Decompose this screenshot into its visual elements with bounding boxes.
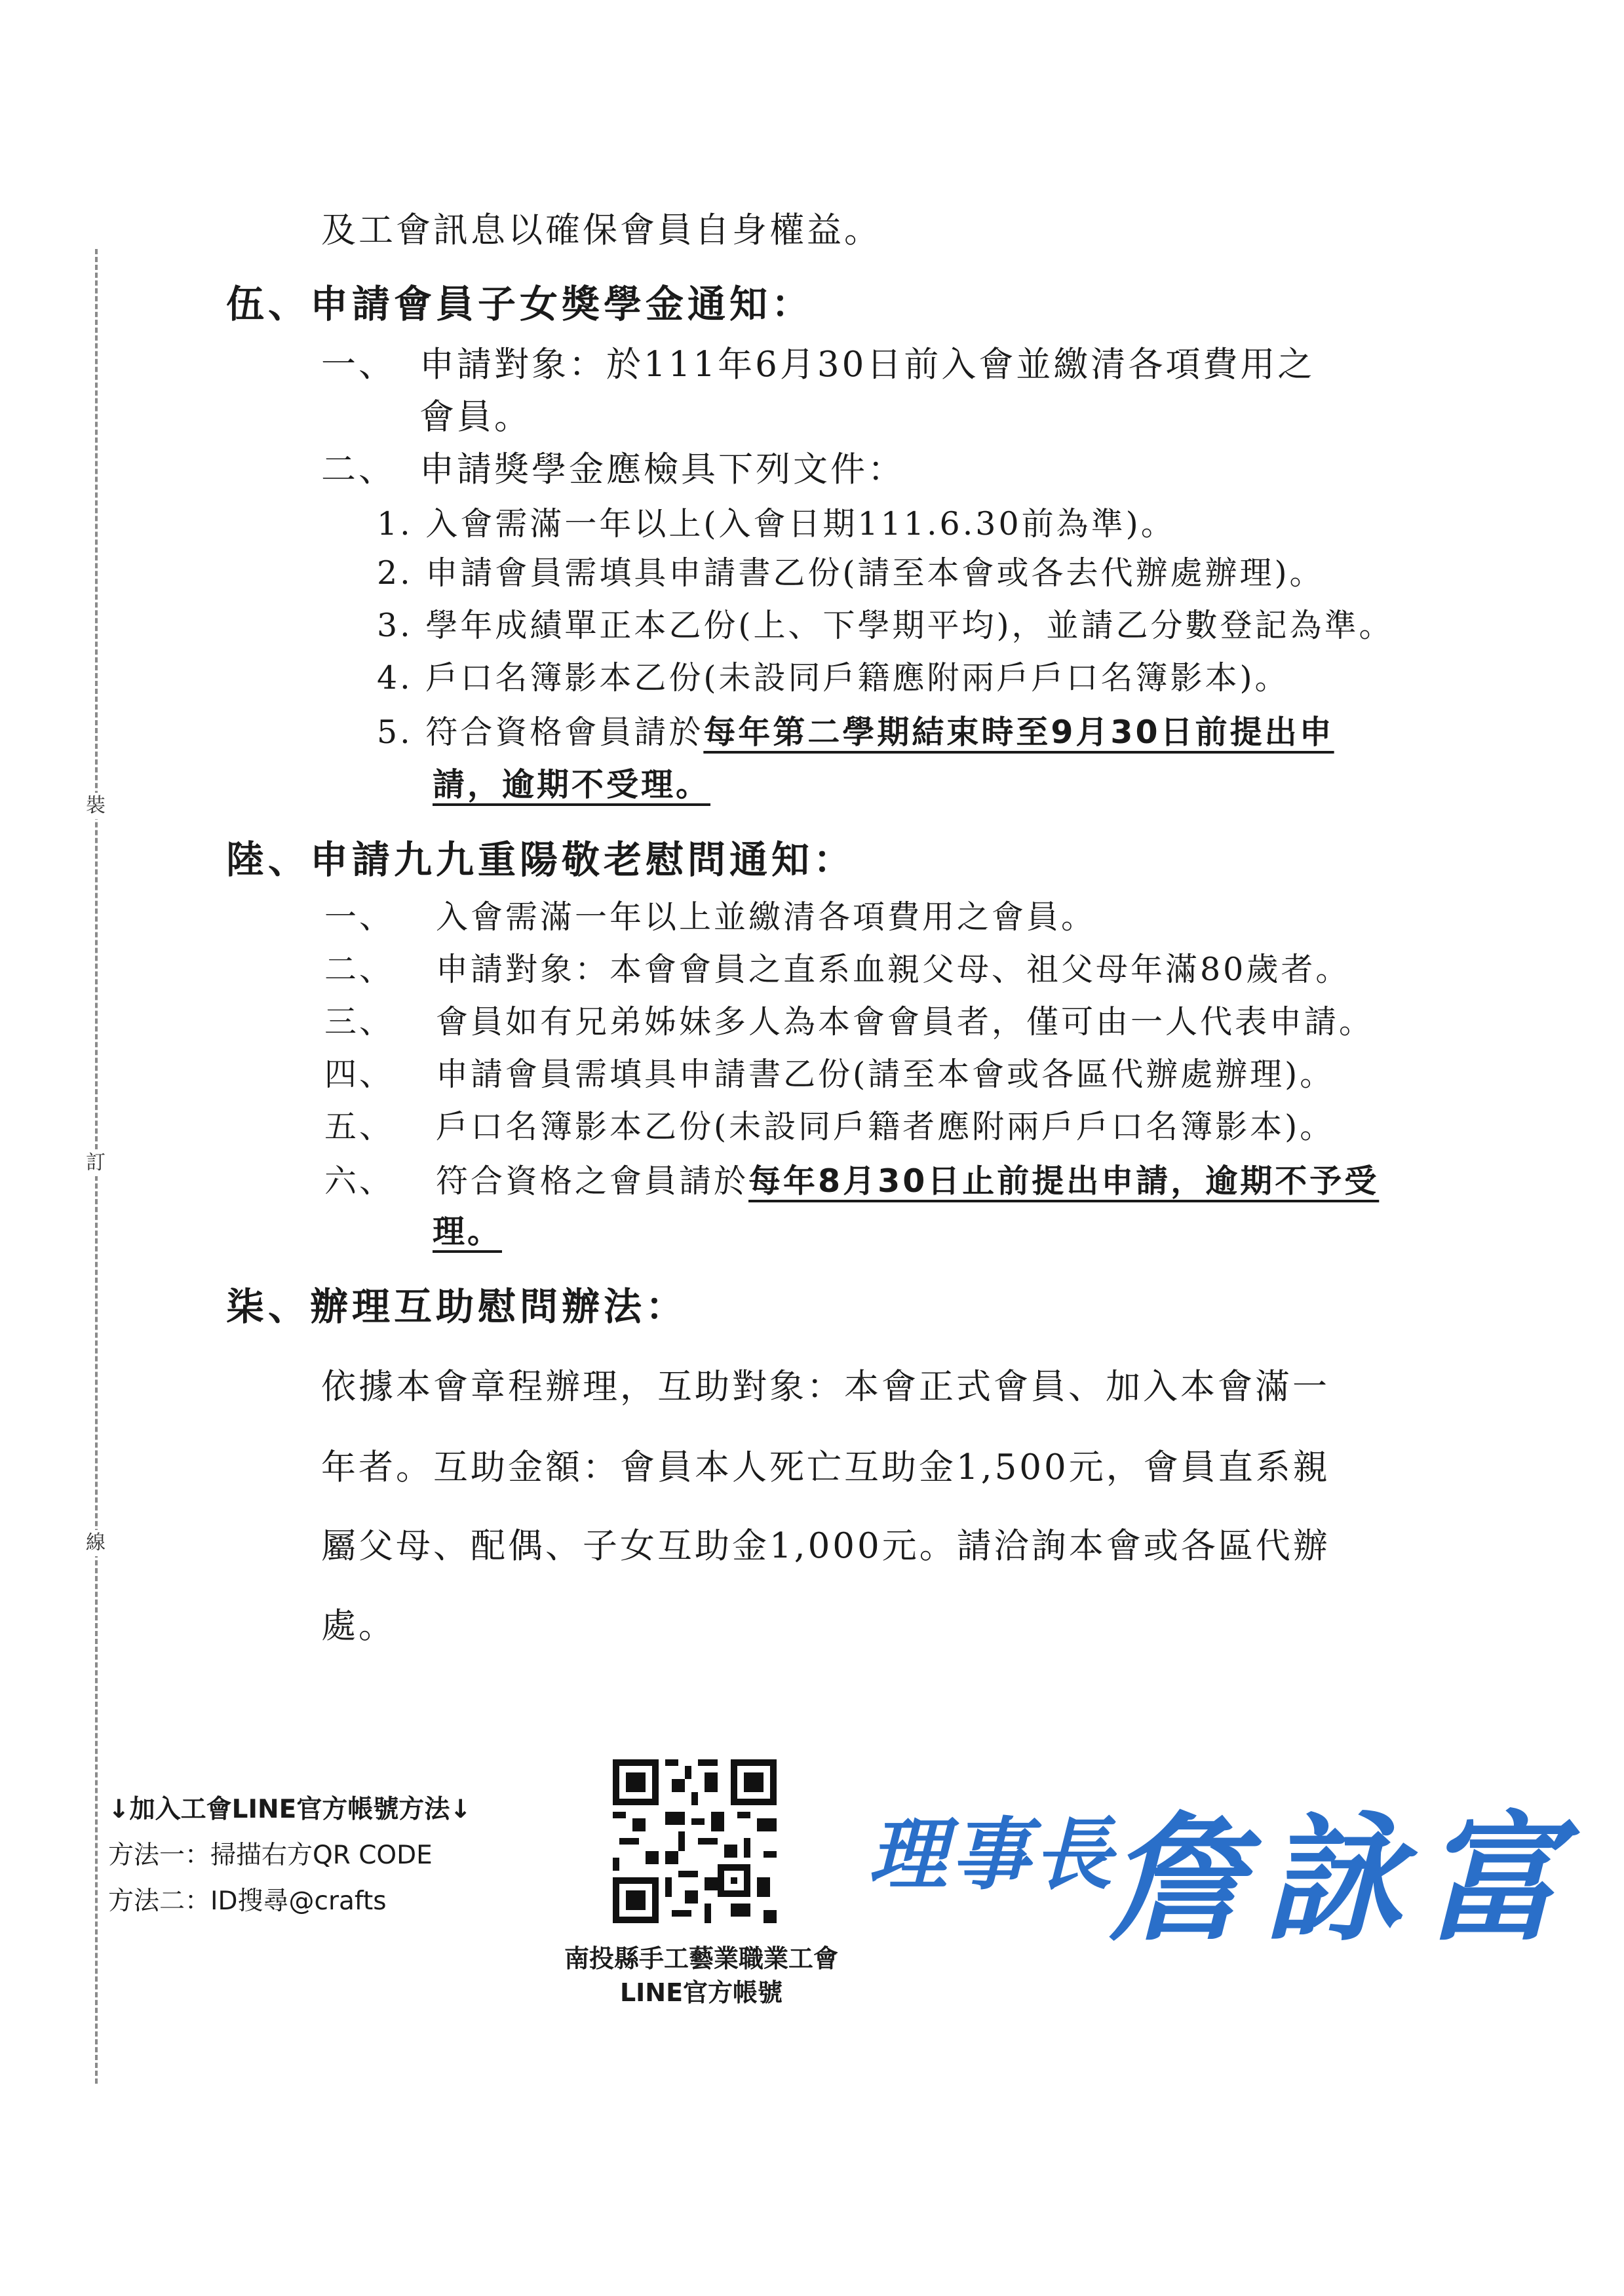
section5-item1-cont: 會員。 [419,397,532,437]
section6-item5-text: 戶口名簿影本乙份(未設同戶籍者應附兩戶戶口名簿影本)。 [436,1108,1335,1145]
binding-mark-xian: 線 [83,1530,109,1556]
section7-line-3: 屬父母、配偶、子女互助金1,000元。請洽詢本會或各區代辦 [321,1526,1330,1566]
section5-doc-4: 4. 戶口名簿影本乙份(未設同戶籍應附兩戶戶口名簿影本)。 [377,659,1290,697]
section5-doc-1: 1. 入會需滿一年以上(入會日期111.6.30前為準)。 [377,505,1176,543]
binding-mark-ding: 訂 [83,1150,109,1176]
section7-line-1: 依據本會章程辦理，互助對象：本會正式會員、加入本會滿一 [321,1367,1330,1407]
section6-item1-text: 入會需滿一年以上並繳清各項費用之會員。 [436,898,1096,936]
section5-item1-label: 一、 [321,345,396,385]
section5-doc-5-prefix: 5. 符合資格會員請於 [377,714,704,751]
chairman-title-stamp: 理事長 [868,1808,1116,1901]
section5-doc-2: 2. 申請會員需填具申請書乙份(請至本會或各去代辦處辦理)。 [377,554,1324,592]
qr-caption-account: LINE官方帳號 [619,1978,783,2007]
section6-item3-text: 會員如有兄弟姊妹多人為本會會員者，僅可由一人代表申請。 [436,1003,1374,1041]
section6-item6-deadline: 每年8月30日止前提出申請，逾期不予受 [748,1162,1380,1200]
intro-line: 及工會訊息以確保會員自身權益。 [321,210,881,250]
section6-item6-cont: 理。 [433,1213,503,1250]
section5-item2-label: 二、 [321,450,396,489]
section5-item2-text: 申請獎學金應檢具下列文件： [419,450,905,489]
section5-heading: 伍、申請會員子女獎學金通知： [226,282,814,326]
section6-item4-label: 四、 [324,1056,395,1093]
section6-item1-label: 一、 [324,898,395,936]
chairman-name-seal: 詹詠富 [1108,1798,1580,1960]
section6-item3-label: 三、 [324,1003,395,1041]
line-qr-code[interactable] [613,1759,777,1923]
binding-mark-zhuang: 裝 [83,793,109,819]
section5-doc-5-deadline: 每年第二學期結束時至9月30日前提出申 [703,714,1334,751]
section7-line-2: 年者。互助金額：會員本人死亡互助金1,500元，會員直系親 [321,1447,1330,1487]
section6-item2-label: 二、 [324,951,395,988]
line-info-method1: 方法一：掃描右方QR CODE [108,1841,433,1870]
section6-heading: 陸、申請九九重陽敬老慰問通知： [226,837,856,882]
section5-doc-5-cont: 請，逾期不受理。 [433,766,711,803]
section5-item1-text: 申請對象：於111年6月30日前入會並繳清各項費用之 [419,345,1315,385]
line-info-title: ↓加入工會LINE官方帳號方法↓ [108,1795,471,1824]
section6-item6-prefix: 符合資格之會員請於 [436,1162,749,1200]
section6-item6-label: 六、 [324,1162,395,1200]
section7-line-4: 處。 [321,1606,396,1646]
section5-doc-5 [377,714,1334,751]
section7-heading: 柒、辦理互助慰問辦法： [226,1284,688,1329]
section5-doc-3: 3. 學年成績單正本乙份(上、下學期平均)，並請乙分數登記為準。 [377,607,1394,644]
section6-item2-text: 申請對象：本會會員之直系血親父母、祖父母年滿80歲者。 [436,951,1351,988]
qr-caption-org: 南投縣手工藝業職業工會 [564,1944,838,1973]
section6-item4-text: 申請會員需填具申請書乙份(請至本會或各區代辦處辦理)。 [436,1056,1335,1093]
section6-item6-text [436,1162,1380,1200]
line-info-method2: 方法二：ID搜尋@crafts [108,1886,387,1916]
section6-item5-label: 五、 [324,1108,395,1145]
